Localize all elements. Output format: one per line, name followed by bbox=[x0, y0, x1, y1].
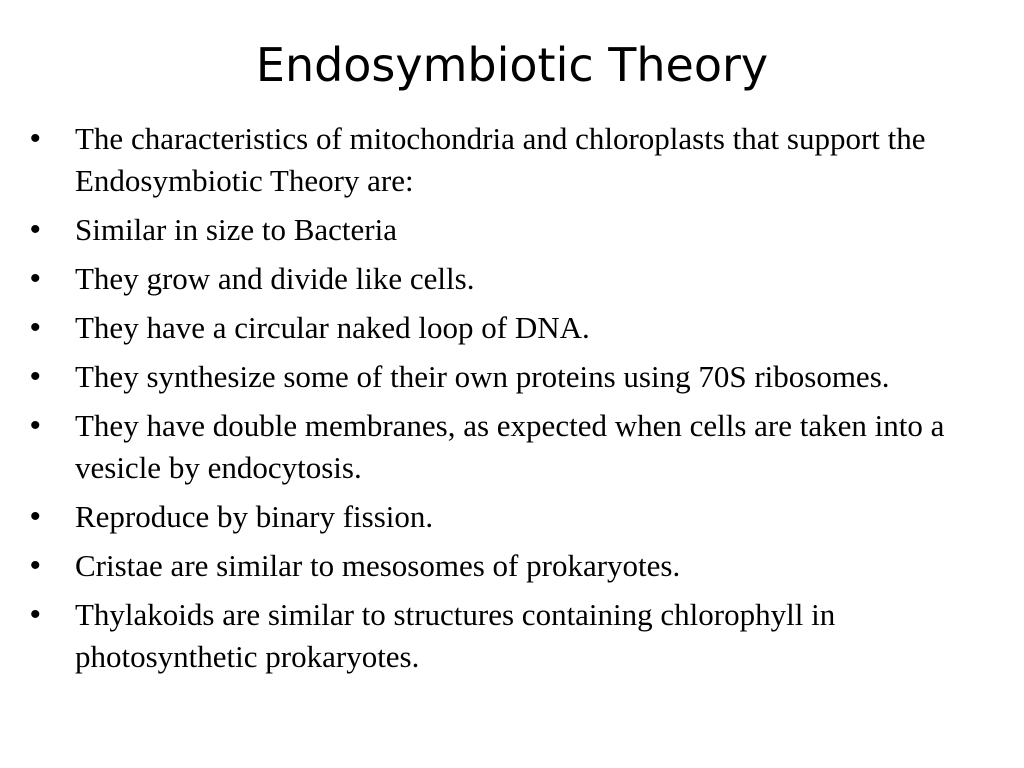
bullet-text: Reproduce by binary fission. bbox=[75, 499, 434, 534]
bullet-item bbox=[30, 258, 990, 300]
bullet-list bbox=[30, 118, 990, 685]
bullet-dot-icon: • bbox=[30, 213, 41, 246]
bullet-dot-icon: • bbox=[30, 122, 41, 155]
slide-title: Endosymbiotic Theory bbox=[255, 38, 769, 92]
bullet-item bbox=[30, 545, 990, 587]
bullet-item bbox=[30, 405, 990, 489]
bullet-dot-icon: • bbox=[30, 311, 41, 344]
bullet-item bbox=[30, 118, 990, 202]
bullet-text: Cristae are similar to mesosomes of prokaryotes. bbox=[75, 548, 681, 583]
bullet-item bbox=[30, 307, 990, 349]
bullet-text: The characteristics of mitochondria and chloroplasts that support the Endosymbiotic Theory are: bbox=[75, 121, 926, 198]
bullet-text: Thylakoids are similar to structures containing chlorophyll in photosynthetic prokaryotes. bbox=[75, 597, 836, 674]
bullet-dot-icon: • bbox=[30, 598, 41, 631]
bullet-item bbox=[30, 496, 990, 538]
bullet-dot-icon: • bbox=[30, 549, 41, 582]
bullet-item bbox=[30, 356, 990, 398]
bullet-text: They synthesize some of their own proteins using 70S ribosomes. bbox=[75, 359, 890, 394]
bullet-dot-icon: • bbox=[30, 409, 41, 442]
bullet-item bbox=[30, 594, 990, 678]
bullet-text: They have a circular naked loop of DNA. bbox=[75, 310, 590, 345]
bullet-dot-icon: • bbox=[30, 360, 41, 393]
bullet-text: They have double membranes, as expected when cells are taken into a vesicle by endocytosis. bbox=[75, 408, 945, 485]
bullet-text: Similar in size to Bacteria bbox=[75, 212, 397, 247]
bullet-dot-icon: • bbox=[30, 262, 41, 295]
bullet-dot-icon: • bbox=[30, 500, 41, 533]
bullet-text: They grow and divide like cells. bbox=[75, 261, 475, 296]
bullet-item bbox=[30, 209, 990, 251]
